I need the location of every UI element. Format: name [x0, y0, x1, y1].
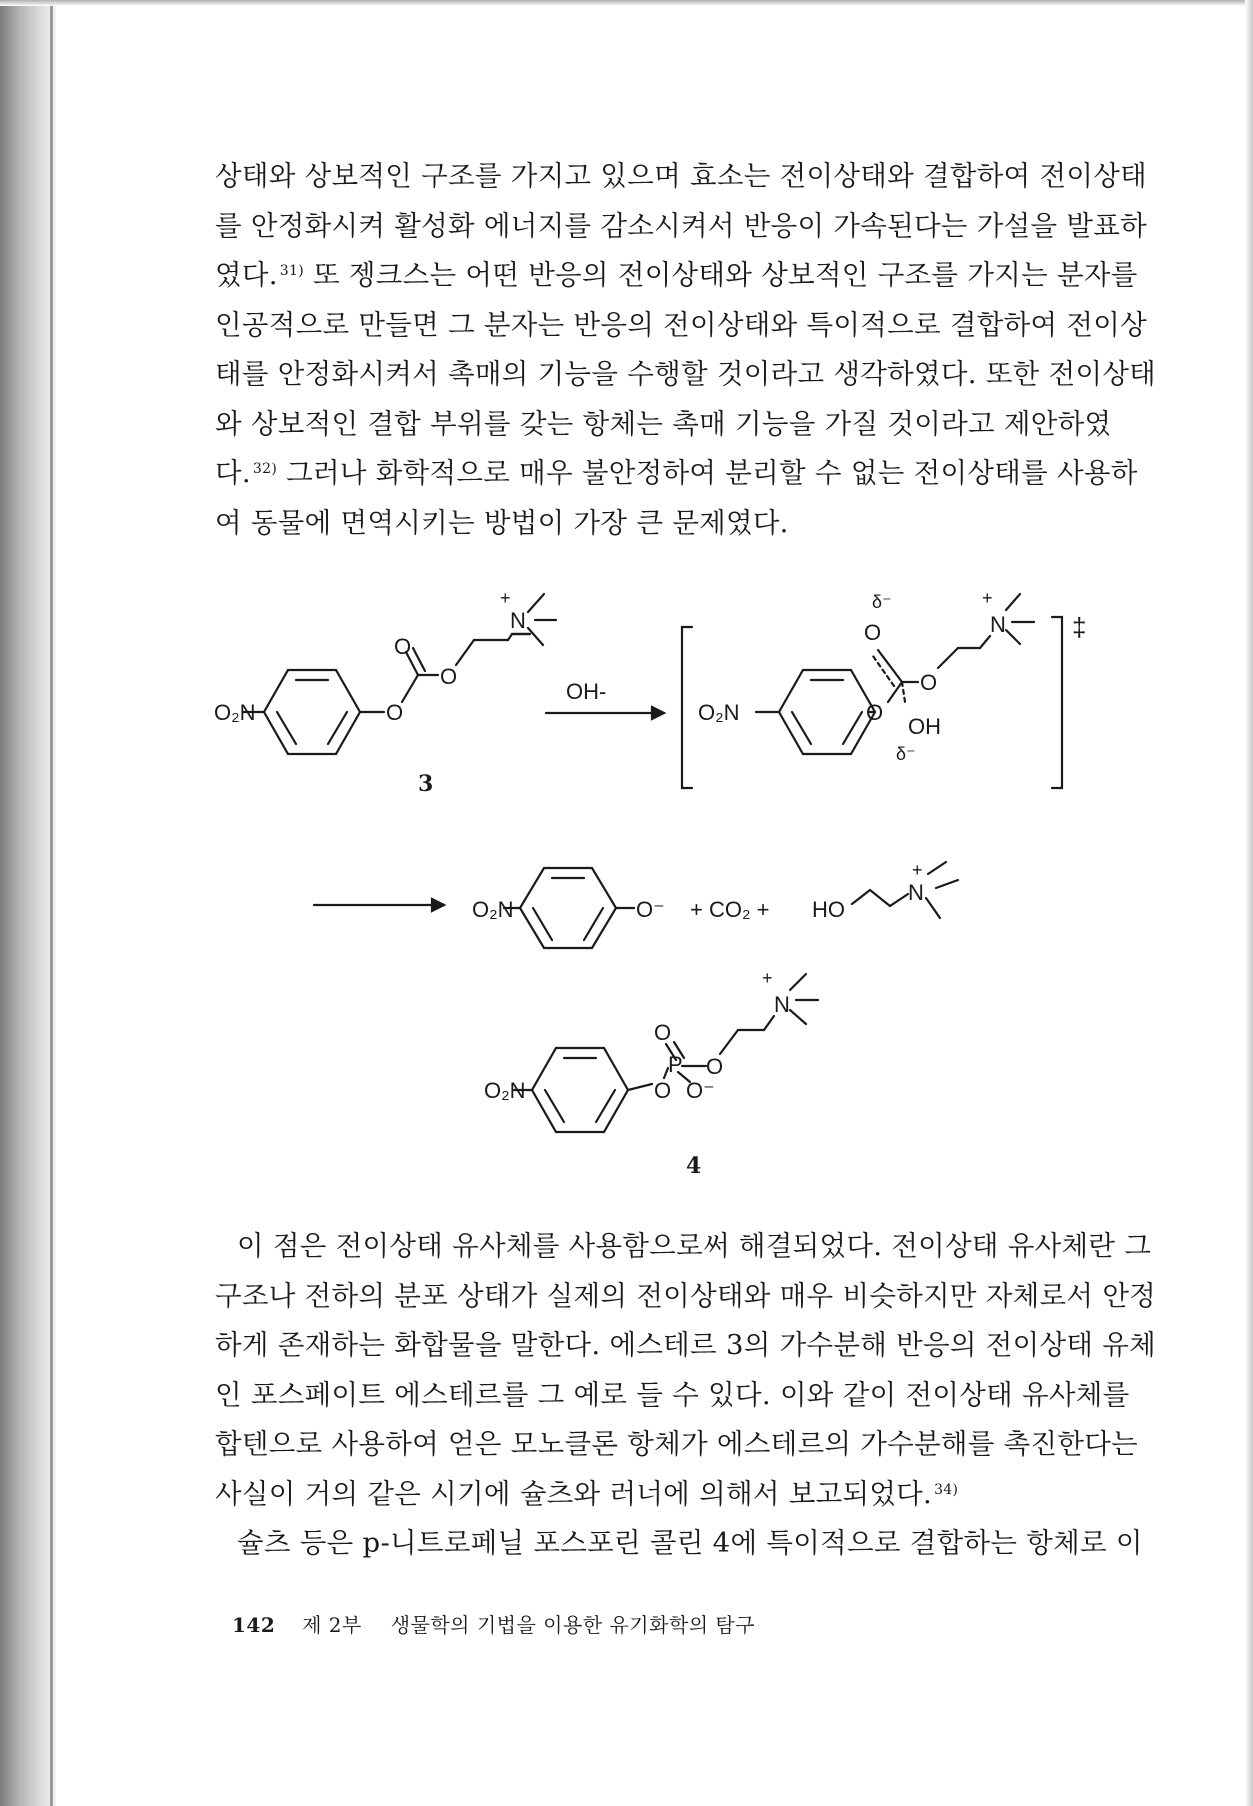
- page-footer: [232, 1609, 755, 1638]
- atom-label-o2n: O₂N: [484, 1078, 526, 1103]
- page-right-shadow: [1245, 0, 1253, 1806]
- paragraph-1: [215, 152, 1157, 548]
- atom-label-o: O: [440, 664, 458, 689]
- atom-label-o: O: [706, 1054, 724, 1079]
- atom-label-o-minus: O⁻: [686, 1078, 715, 1103]
- text-line: 슐츠 등은 p-니트로페닐 포스포린 콜린 4에 특이적으로 결합하는 항체로 이: [237, 1527, 1143, 1559]
- text-line: 이 점은 전이상태 유사체를 사용함으로써 해결되었다. 전이상태 유사체란 그: [237, 1230, 1152, 1262]
- text-line: [215, 1470, 1090, 1520]
- atom-label-n: N: [774, 992, 790, 1017]
- product-phenoxide-structure: [504, 868, 634, 948]
- page-gutter-line: [50, 0, 53, 1806]
- atom-label-o2n: O₂N: [472, 897, 514, 922]
- atom-label-o2n: O₂N: [698, 700, 740, 725]
- atom-label-o: O: [864, 620, 882, 645]
- text-segment: 그러나 화학적으로 매우 불안정하여 분리할 수 없는 전이상태를 사용하: [286, 457, 1138, 489]
- text-segment: 또 젱크스는 어떤 반응의 전이상태와 상보적인 구조를 가지는 분자를: [313, 259, 1138, 291]
- compound-number-4: 4: [686, 1153, 702, 1179]
- page-number: 142: [232, 1613, 276, 1637]
- atom-label-n: N: [990, 612, 1006, 637]
- text-line: [215, 449, 1138, 499]
- text-line: 인공적으로 만들면 그 분자는 반응의 전이상태와 특이적으로 결합하여 전이상: [215, 308, 1148, 341]
- atom-label-oh: OH: [908, 714, 941, 739]
- atom-label-o: O: [386, 700, 404, 725]
- transition-state-structure: [682, 594, 1062, 788]
- partial-charge-delta: δ⁻: [896, 744, 916, 764]
- text-line: 합텐으로 사용하여 얻은 모노클론 항체가 에스테르의 가수분해를 촉진한다는: [215, 1428, 1138, 1460]
- part-label: 제 2부: [302, 1613, 362, 1637]
- text-segment: 사실이 거의 같은 시기에 슐츠와 러너에 의해서 보고되었다.: [215, 1477, 933, 1510]
- atom-label-o: O: [394, 634, 412, 659]
- atom-label-ho: HO: [812, 897, 845, 922]
- charge-plus: +: [762, 968, 773, 988]
- partial-charge-delta: δ⁻: [872, 592, 892, 612]
- text-line: 인 포스페이트 에스테르를 그 예로 들 수 있다. 이와 같이 전이상태 유사체를: [215, 1378, 1130, 1411]
- text-segment: 다.: [215, 457, 251, 489]
- text-line: [215, 251, 1138, 301]
- compound-4-structure: [514, 974, 818, 1132]
- text-line: 구조나 전하의 분포 상태가 실제의 전이상태와 매우 비슷하지만 자체로서 안정: [215, 1279, 1157, 1312]
- co2-label: + CO₂ +: [690, 897, 770, 922]
- atom-label-o: O: [654, 1020, 672, 1045]
- atom-label-o: O: [654, 1078, 672, 1103]
- text-segment: 였다.: [215, 259, 278, 291]
- reactant-3-structure: [243, 594, 556, 754]
- product-choline-structure: [852, 862, 958, 918]
- footnote-ref-31: 31): [279, 263, 304, 279]
- text-line: 와 상보적인 결합 부위를 갖는 항체는 촉매 기능을 가질 것이라고 제안하였: [215, 407, 1112, 440]
- transition-state-marker: ‡: [1072, 612, 1087, 642]
- charge-plus: +: [500, 588, 511, 608]
- footnote-ref-34: 34): [934, 1481, 959, 1498]
- atom-label-o: O: [920, 670, 938, 695]
- text-line: 상태와 상보적인 구조를 가지고 있으며 효소는 전이상태와 결합하여 전이상태: [215, 160, 1148, 192]
- running-title: 생물학의 기법을 이용한 유기화학의 탐구: [390, 1613, 756, 1637]
- footnote-ref-32: 32): [252, 461, 278, 477]
- charge-plus: +: [982, 588, 993, 608]
- text-line: 태를 안정화시켜서 촉매의 기능을 수행할 것이라고 생각하였다. 또한 전이상태: [215, 358, 1157, 390]
- atom-label-n: N: [908, 880, 924, 905]
- charge-plus: +: [912, 860, 923, 880]
- atom-label-o2n: O₂N: [214, 700, 256, 725]
- text-line: 여 동물에 면역시키는 방법이 가장 큰 문제였다.: [215, 506, 789, 539]
- atom-label-p: P: [668, 1052, 683, 1077]
- reagent-hydroxide: OH-: [566, 679, 607, 704]
- atom-label-n: N: [510, 608, 526, 633]
- atom-label-o: O: [866, 700, 884, 725]
- paragraph-2: [215, 1222, 1157, 1569]
- compound-number-3: 3: [418, 771, 434, 797]
- page-edge-shadow: [0, 0, 56, 1806]
- atom-label-o-minus: O⁻: [636, 897, 665, 922]
- text-line: 하게 존재하는 화합물을 말한다. 에스테르 3의 가수분해 반응의 전이상태 유체: [215, 1329, 1157, 1361]
- text-line: 를 안정화시켜 활성화 에너지를 감소시켜서 반응이 가속된다는 가설을 발표하: [215, 209, 1148, 242]
- page-top-shadow: [0, 0, 1253, 6]
